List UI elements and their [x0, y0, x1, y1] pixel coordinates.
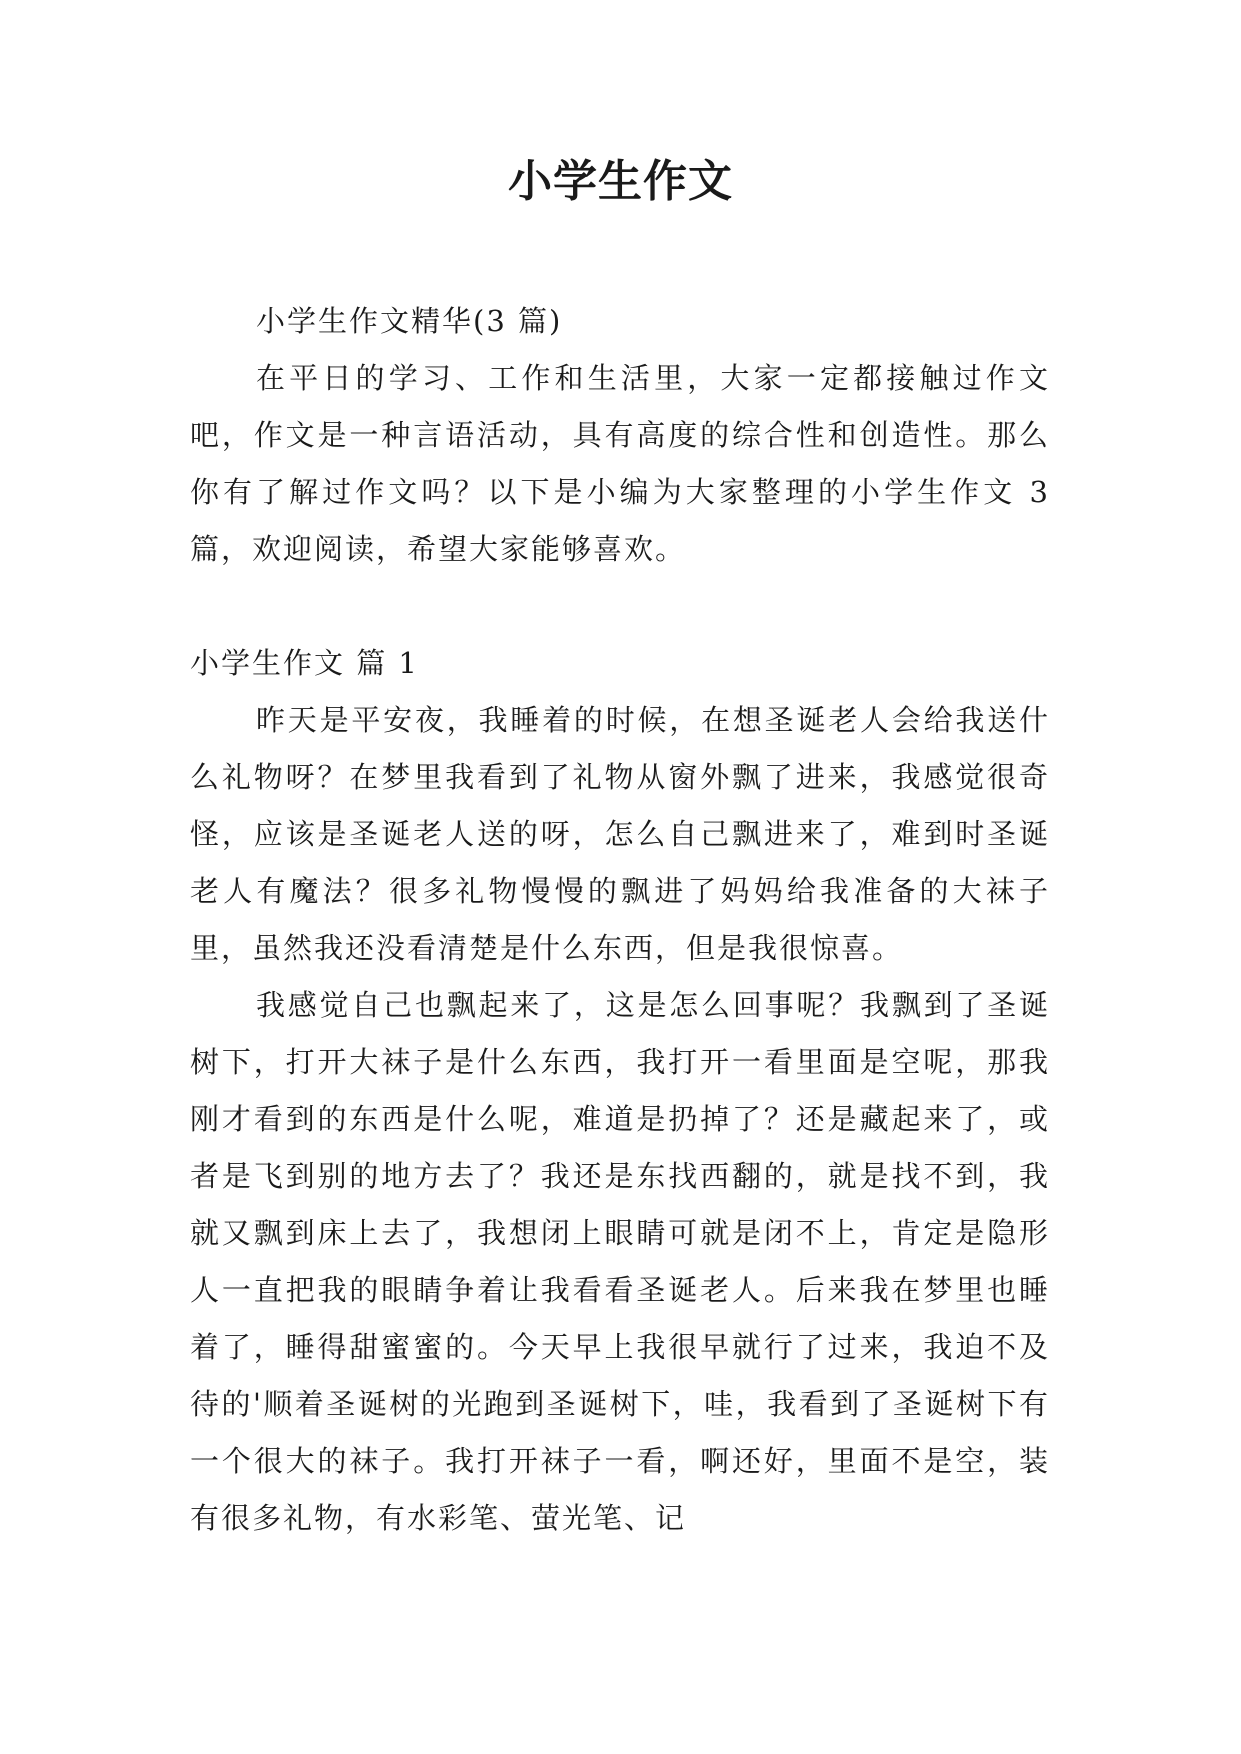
document-body [190, 293, 1050, 1547]
intro-subtitle: 小学生作文精华(3 篇) [256, 304, 563, 338]
intro-paragraph: 在平日的学习、工作和生活里，大家一定都接触过作文吧，作文是一种言语活动，具有高度的综合性和创造性。那么你有了解过作文吗？以下是小编为大家整理的小学生作文 3 篇，欢迎阅读，希望大家能够喜欢。 [190, 361, 1050, 566]
page-title: 小学生作文 [508, 156, 733, 207]
section-heading: 小学生作文 篇 1 [190, 646, 419, 680]
section-spacer [190, 578, 1050, 635]
section-paragraph-1: 昨天是平安夜，我睡着的时候，在想圣诞老人会给我送什么礼物呀？在梦里我看到了礼物从窗外飘了进来，我感觉很奇怪，应该是圣诞老人送的呀，怎么自己飘进来了，难到时圣诞老人有魔法？很多礼物慢慢的飘进了妈妈给我准备的大袜子里，虽然我还没看清楚是什么东西，但是我很惊喜。 [190, 703, 1050, 965]
section-paragraph-2: 我感觉自己也飘起来了，这是怎么回事呢？我飘到了圣诞树下，打开大袜子是什么东西，我打开一看里面是空呢，那我刚才看到的东西是什么呢，难道是扔掉了？还是藏起来了，或者是飞到别的地方去了？我还是东找西翻的，就是找不到，我就又飘到床上去了，我想闭上眼睛可就是闭不上，肯定是隐形人一直把我的眼睛争着让我看看圣诞老人。后来我在梦里也睡着了，睡得甜蜜蜜的。今天早上我很早就行了过来，我迫不及待的'顺着圣诞树的光跑到圣诞树下，哇，我看到了圣诞树下有一个很大的袜子。我打开袜子一看，啊还好，里面不是空，装有很多礼物，有水彩笔、萤光笔、记 [190, 988, 1050, 1535]
